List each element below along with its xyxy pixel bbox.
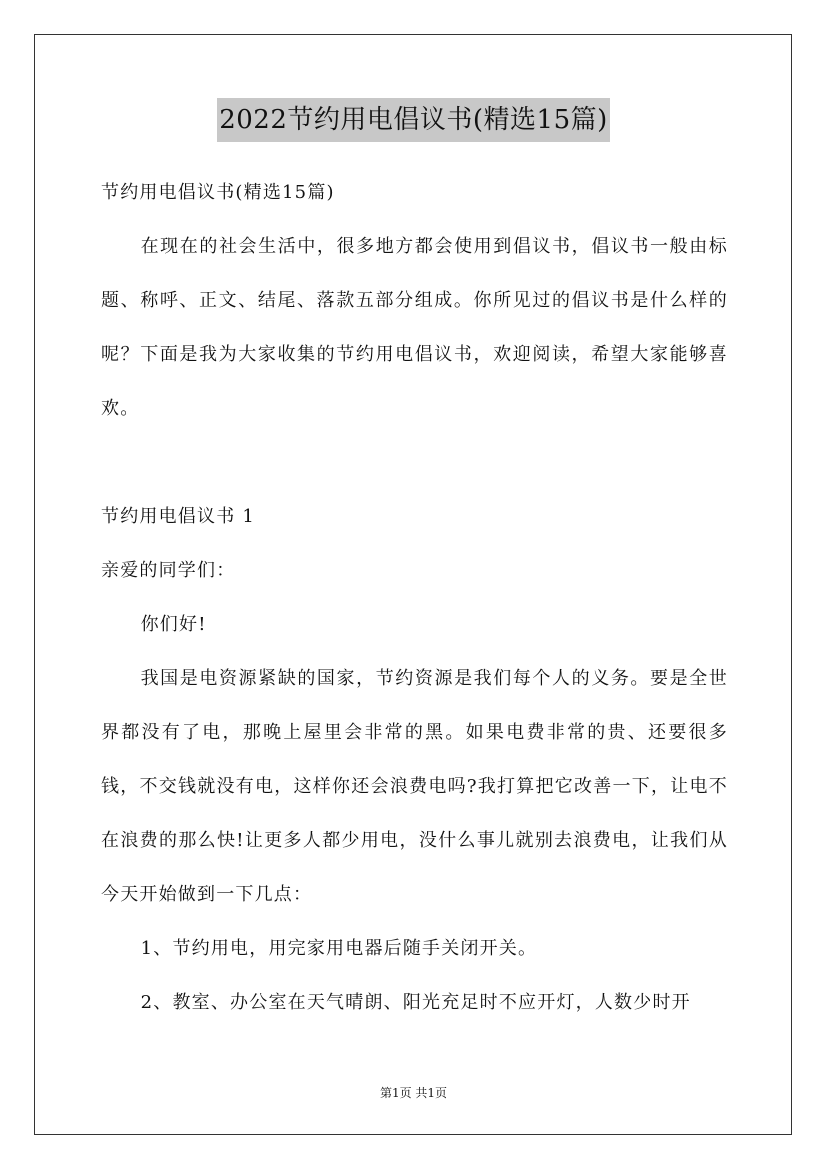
document-title: 2022节约用电倡议书(精选15篇) <box>217 98 610 142</box>
intro-paragraph: 在现在的社会生活中，很多地方都会使用到倡议书，倡议书一般由标题、称呼、正文、结尾、落款五部分组成。你所见过的倡议书是什么样的呢？下面是我为大家收集的节约用电倡议书，欢迎阅读，希望大家能够喜欢。 <box>101 236 728 419</box>
list-item: 1、节约用电，用完家用电器后随手关闭开关。 <box>140 938 538 959</box>
body-paragraph: 我国是电资源紧缺的国家，节约资源是我们每个人的义务。要是全世界都没有了电，那晚上屋里会非常的黑。如果电费非常的贵、还要很多钱，不交钱就没有电，这样你还会浪费电吗?我打算把它改善一下，让电不在浪费的那么快!让更多人都少用电，没什么事儿就别去浪费电，让我们从今天开始做到一下几点： <box>101 668 728 905</box>
paragraph-spacer <box>101 436 728 490</box>
list-item: 2、教室、办公室在天气晴朗、阳光充足时不应开灯，人数少时开 <box>140 992 691 1013</box>
page-footer: 第1页 共1页 <box>379 1086 448 1100</box>
greeting: 你们好! <box>140 614 207 635</box>
section-heading: 节约用电倡议书 1 <box>101 506 255 527</box>
document-body <box>101 166 728 1030</box>
subtitle: 节约用电倡议书(精选15篇) <box>101 182 335 203</box>
title-area <box>0 98 827 142</box>
salutation: 亲爱的同学们： <box>101 560 236 581</box>
